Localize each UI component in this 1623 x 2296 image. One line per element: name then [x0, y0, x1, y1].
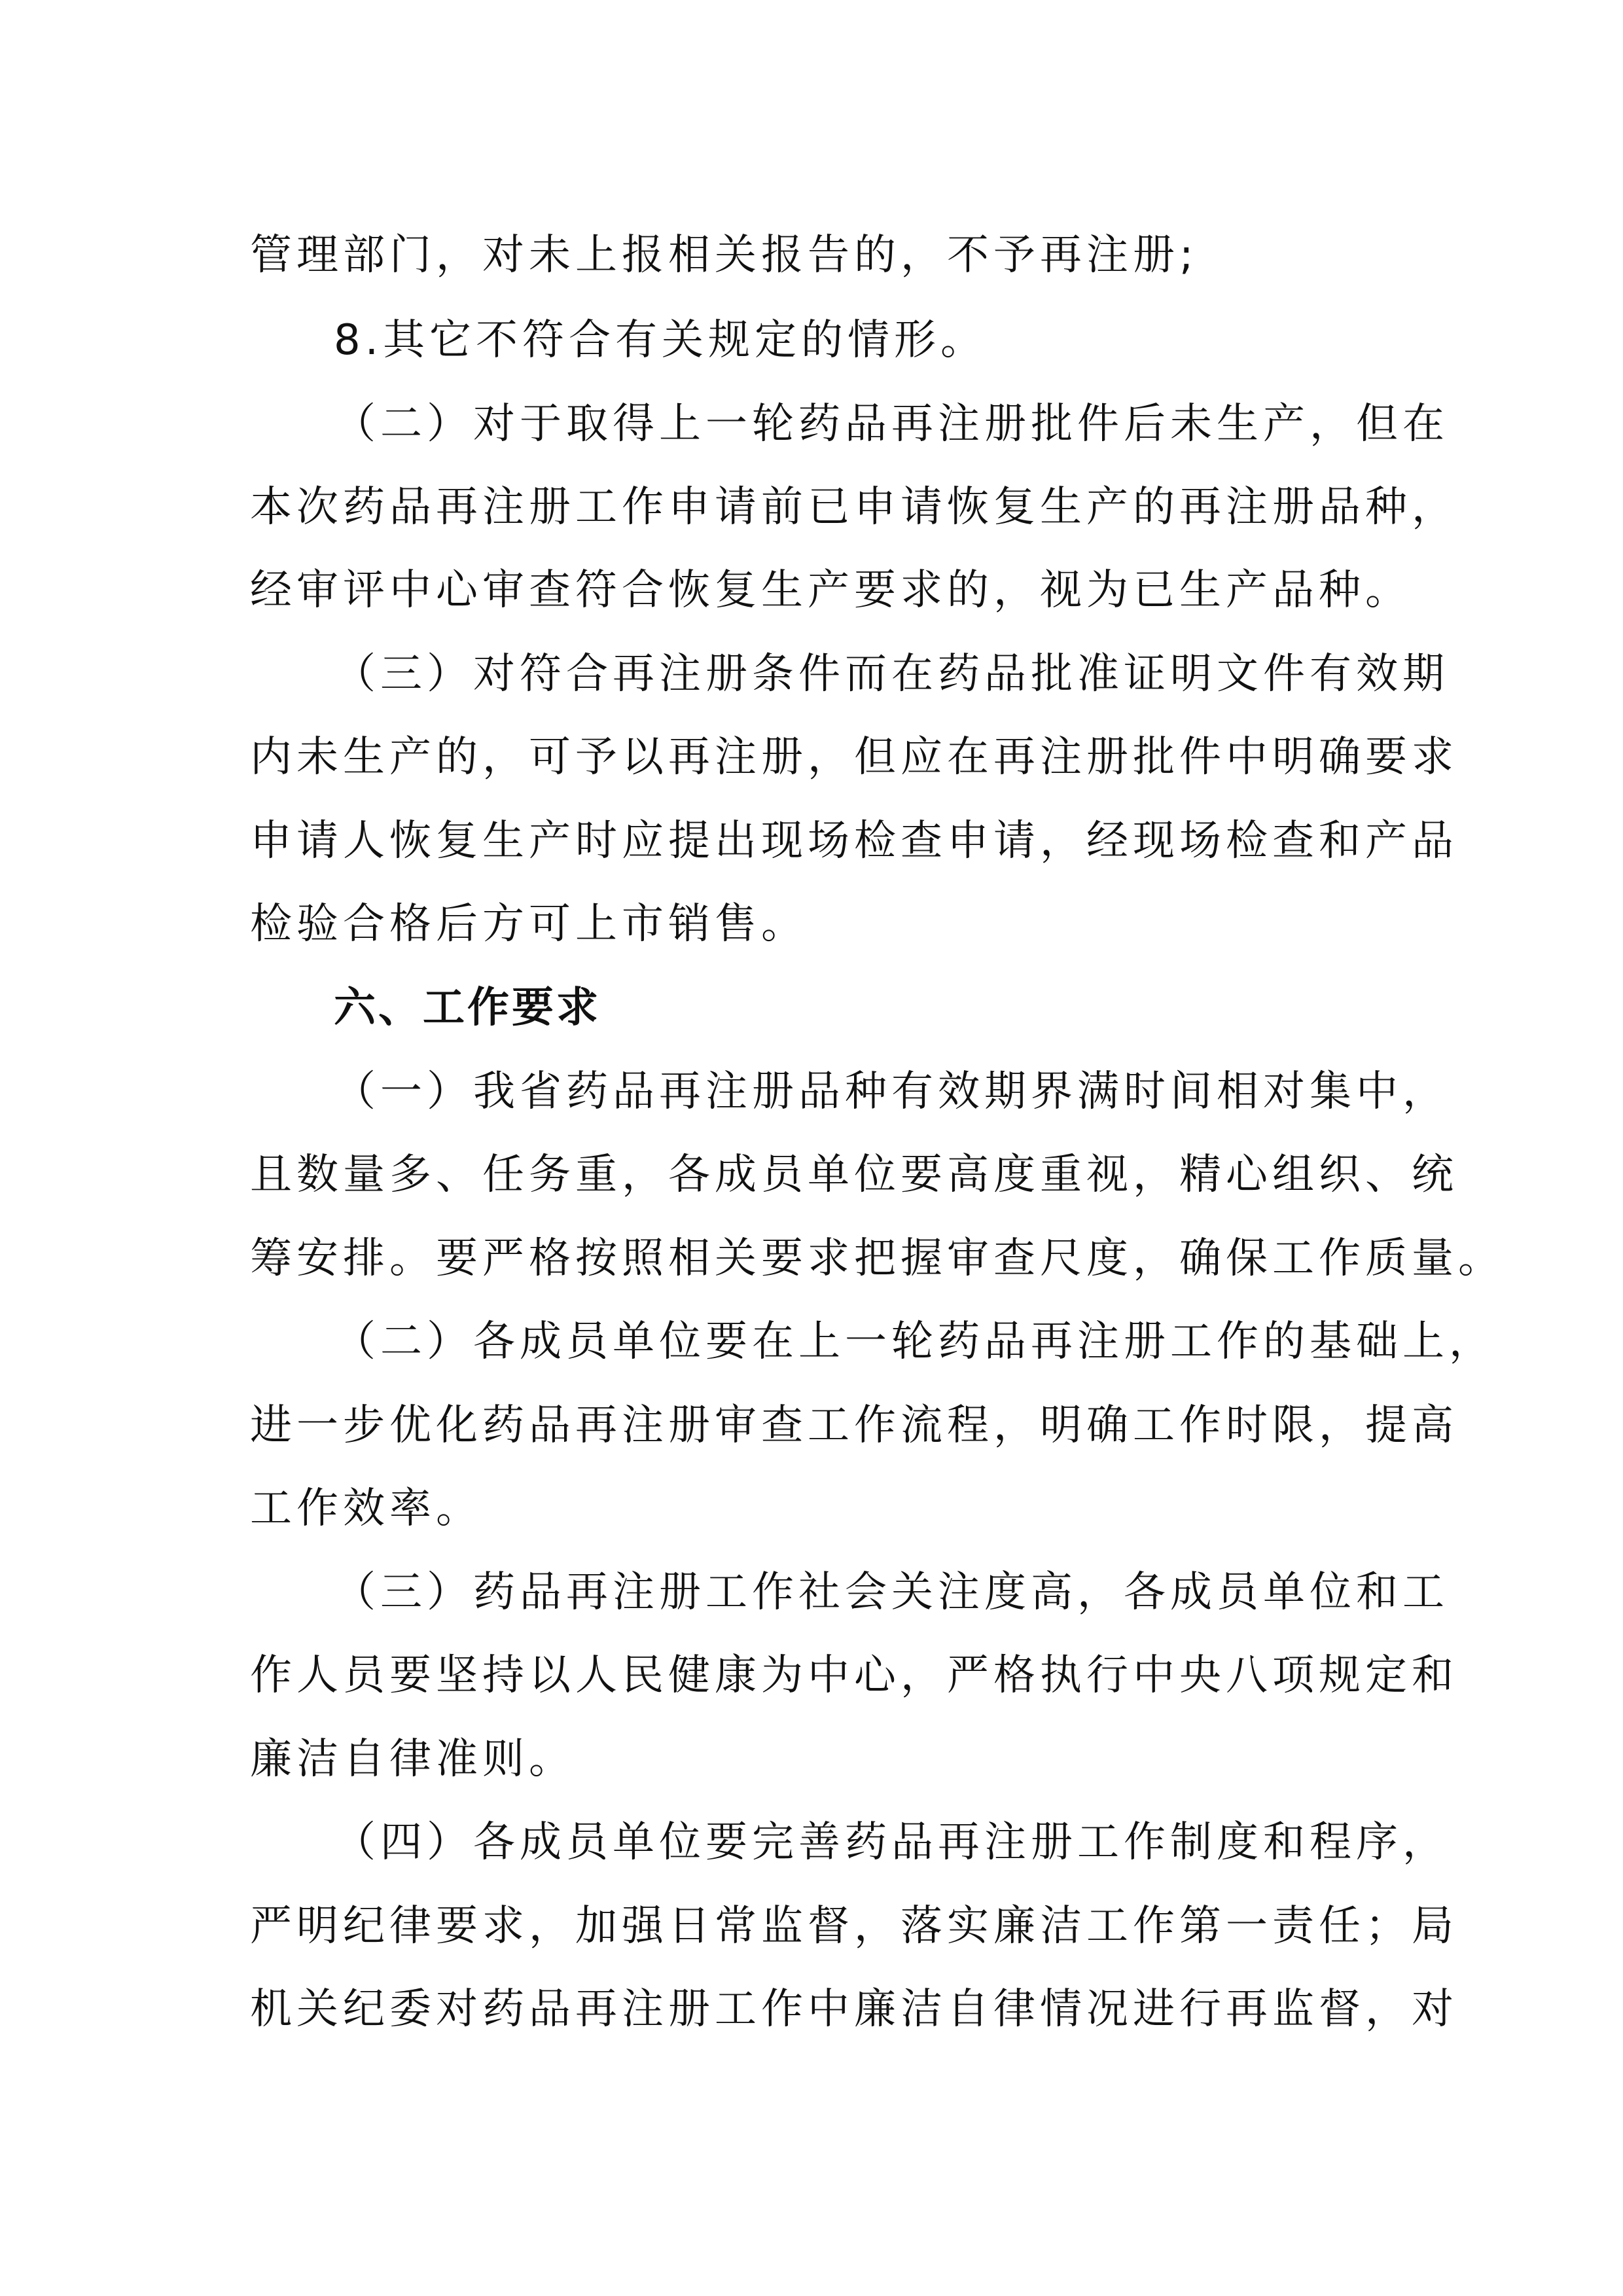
- section-heading: 六、工作要求: [334, 984, 601, 1032]
- text-line: 本次药品再注册工作申请前已申请恢复生产的再注册品种，: [250, 483, 1458, 531]
- text-line: 管理部门，对未上报相关报告的，不予再注册;: [250, 231, 1198, 279]
- paragraph-start: （三）药品再注册工作社会关注度高，各成员单位和工: [334, 1568, 1449, 1617]
- text-line: 严明纪律要求，加强日常监督，落实廉洁工作第一责任；局: [250, 1902, 1458, 1950]
- text-line: 进一步优化药品再注册审查工作流程，明确工作时限，提高: [250, 1401, 1458, 1450]
- text-line: 作人员要坚持以人民健康为中心，严格执行中央八项规定和: [250, 1651, 1458, 1700]
- text-line: 机关纪委对药品再注册工作中廉洁自律情况进行再监督，对: [250, 1985, 1458, 2034]
- paragraph-start: （三）对符合再注册条件而在药品批准证明文件有效期: [334, 650, 1449, 698]
- list-item: 8.其它不符合有关规定的情形。: [334, 316, 988, 365]
- text-line: 检验合格后方可上市销售。: [250, 900, 808, 948]
- text-line: 廉洁自律准则。: [250, 1735, 575, 1784]
- paragraph-start: （二）各成员单位要在上一轮药品再注册工作的基础上，: [334, 1318, 1495, 1366]
- text-line: 工作效率。: [250, 1484, 482, 1533]
- paragraph-start: （二）对于取得上一轮药品再注册批件后未生产，但在: [334, 400, 1449, 448]
- text-line: 经审评中心审查符合恢复生产要求的，视为已生产品种。: [250, 566, 1412, 615]
- text-line: 筹安排。要严格按照相关要求把握审查尺度，确保工作质量。: [250, 1234, 1505, 1283]
- text-line: 且数量多、任务重，各成员单位要高度重视，精心组织、统: [250, 1151, 1458, 1199]
- paragraph-start: （四）各成员单位要完善药品再注册工作制度和程序，: [334, 1818, 1449, 1867]
- paragraph-start: （一）我省药品再注册品种有效期界满时间相对集中，: [334, 1067, 1449, 1116]
- text-line: 申请人恢复生产时应提出现场检查申请，经现场检查和产品: [250, 817, 1458, 865]
- text-line: 内未生产的，可予以再注册，但应在再注册批件中明确要求: [250, 733, 1458, 781]
